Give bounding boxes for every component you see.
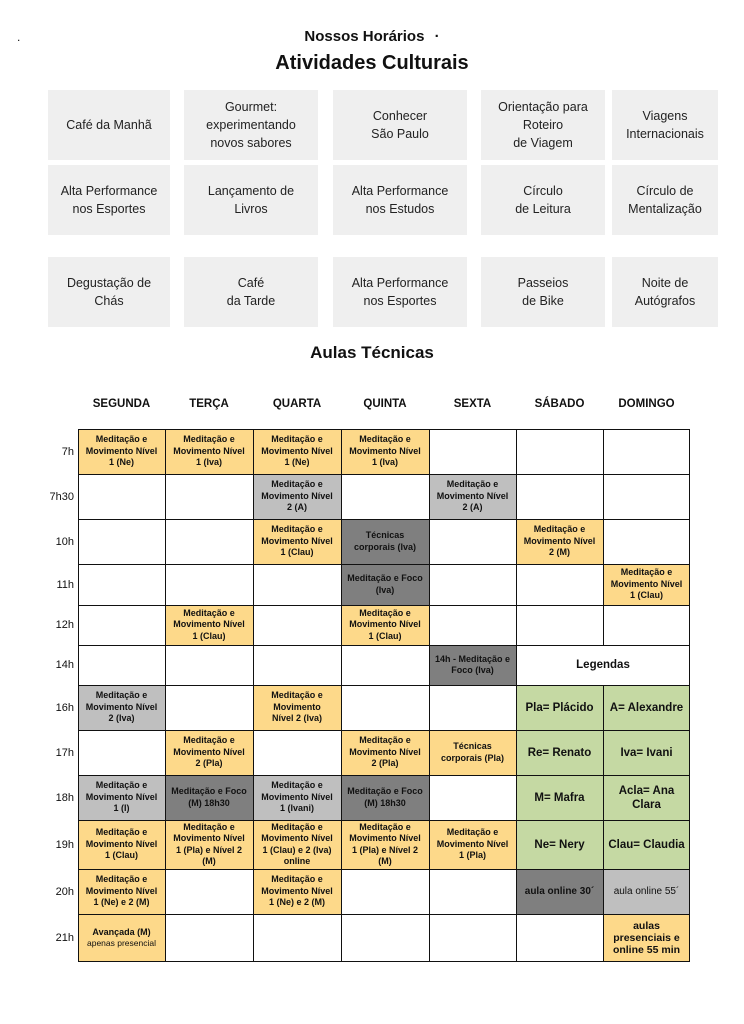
activity-tile: Orientação para Roteiro de Viagem	[481, 90, 605, 160]
class-label: Meditação e Movimento Nível 1 (Pla) e Nível 2 (M)	[349, 821, 421, 866]
class-label: Meditação e Movimento Nível 2 (Iva)	[85, 690, 158, 724]
class-label: Meditação e Movimento Nível 1 (Pla)	[436, 827, 509, 861]
class-label: Meditação e Movimento Nível 1 (Ne) e 2 (M)	[85, 874, 158, 908]
activity-tile: Alta Performance nos Esportes	[48, 165, 170, 235]
section-title-activities: Atividades Culturais	[275, 52, 469, 74]
activity-tile: Viagens Internacionais	[612, 90, 718, 160]
class-label: Meditação e Foco (M) 18h30	[171, 786, 247, 808]
schedule-border	[78, 429, 690, 962]
class-label: Técnicas corporais (Pla)	[440, 741, 505, 763]
activity-tile: Círculo de Mentalização	[612, 165, 718, 235]
legend-item: Iva= Ivani	[603, 730, 690, 775]
time-label: 7h	[61, 445, 74, 458]
time-label: 21h	[55, 932, 74, 944]
class-label: Meditação e Foco (M) 18h30	[347, 786, 423, 808]
legend-item: A= Alexandre	[603, 685, 690, 730]
class-label: Meditação e Movimento Nível 1 (Pla) e Nível 2 (M)	[173, 821, 245, 866]
class-label: 14h - Meditação e Foco (Iva)	[434, 653, 511, 675]
time-label: 11h	[56, 578, 74, 591]
class-label: Meditação e Movimento Nível 1 (Ne) e 2 (M)	[261, 874, 333, 908]
page-title	[0, 28, 744, 45]
day-header: SEGUNDA	[92, 398, 151, 410]
class-label: Meditação e Movimento Nível 1 (Clau)	[610, 567, 683, 601]
class-label: Meditação e Movimento Nível 2 (M)	[523, 524, 596, 558]
day-header: QUARTA	[272, 398, 322, 410]
legend-item: Ne= Nery	[516, 820, 603, 869]
class-label: Meditação e Movimento Nível 1 (Clau)	[349, 607, 421, 641]
legend-item: Pla= Plácido	[516, 685, 603, 730]
time-label: 18h	[55, 791, 74, 804]
time-label: 16h	[55, 701, 74, 714]
legend-online-55: aula online 55´	[603, 869, 690, 914]
class-label: Meditação e Movimento Nível 1 (Ne)	[85, 434, 158, 468]
class-label: Meditação e Movimento Nível 1 (Clau) e 2 (Iva) online	[261, 821, 333, 866]
time-label: 12h	[55, 619, 74, 631]
legend-item: Acla= Ana Clara	[603, 775, 690, 820]
legend-online-30: aula online 30´	[516, 869, 603, 914]
title-mark: ·	[434, 28, 440, 45]
day-header: SÁBADO	[534, 398, 585, 410]
activity-tile: Café da Manhã	[48, 90, 170, 160]
activity-tile: Degustação de Chás	[48, 257, 170, 327]
class-label: Avançada (M)	[92, 926, 151, 937]
class-label: Meditação e Movimento Nível 2 (Pla)	[173, 735, 245, 769]
activity-tile: Café da Tarde	[184, 257, 318, 327]
class-label: Meditação e Movimento Nível 1 (Ivani)	[261, 780, 333, 814]
time-label: 20h	[55, 885, 74, 898]
section-title-schedule: Aulas Técnicas	[310, 343, 434, 362]
class-label: Meditação e Movimento Nível 1 (Ne)	[261, 434, 333, 468]
class-label: Meditação e Movimento Nível 1 (Iva)	[173, 434, 245, 468]
time-label: 7h30	[49, 490, 74, 503]
activity-tile: Gourmet: experimentando novos sabores	[184, 90, 318, 160]
class-label: Meditação e Movimento Nível 1 (Clau)	[261, 524, 333, 558]
time-label: 10h	[55, 535, 74, 548]
class-label: Meditação e Movimento Nível 1 (Iva)	[349, 434, 421, 468]
time-label: 14h	[55, 659, 74, 671]
legend-item: M= Mafra	[516, 775, 603, 820]
day-header: QUINTA	[363, 398, 407, 410]
time-label: 17h	[55, 746, 74, 759]
day-header: DOMINGO	[618, 398, 675, 410]
time-label: 19h	[55, 838, 74, 851]
class-label: Meditação e Movimento Nível 1 (Clau)	[173, 607, 245, 641]
class-label: Meditação e Movimento Nível 1 (I)	[85, 780, 158, 814]
activity-tile: Passeios de Bike	[481, 257, 605, 327]
activity-tile: Noite de Autógrafos	[612, 257, 718, 327]
corner-mark: .	[17, 30, 21, 44]
legend-item: Re= Renato	[516, 730, 603, 775]
activity-tile: Alta Performance nos Esportes	[333, 257, 467, 327]
day-header: SEXTA	[453, 398, 492, 410]
activity-tile: Círculo de Leitura	[481, 165, 605, 235]
legend-presencial-online: aulas presenciais e online 55 min	[603, 914, 690, 962]
class-label: Meditação e Movimento Nível 2 (Pla)	[349, 735, 421, 769]
day-header: TERÇA	[189, 398, 229, 410]
class-label: Meditação e Movimento Nível 1 (Clau)	[85, 827, 158, 861]
class-note: apenas presencial	[87, 938, 156, 948]
class-label: Meditação e Movimento Nível 2 (A)	[261, 479, 333, 513]
class-label: Meditação e Movimento Nível 2 (Iva)	[271, 690, 323, 724]
class-label: Técnicas corporais (Iva)	[353, 530, 417, 552]
page-title-text: Nossos Horários	[304, 28, 425, 45]
activity-tile: Conhecer São Paulo	[333, 90, 467, 160]
class-label: Meditação e Movimento Nível 2 (A)	[436, 479, 509, 513]
activity-tile: Alta Performance nos Estudos	[333, 165, 467, 235]
activity-tile: Lançamento de Livros	[184, 165, 318, 235]
legend-title: Legendas	[516, 645, 690, 685]
class-label: Meditação e Foco (Iva)	[347, 573, 423, 595]
legend-item: Clau= Claudia	[603, 820, 690, 869]
